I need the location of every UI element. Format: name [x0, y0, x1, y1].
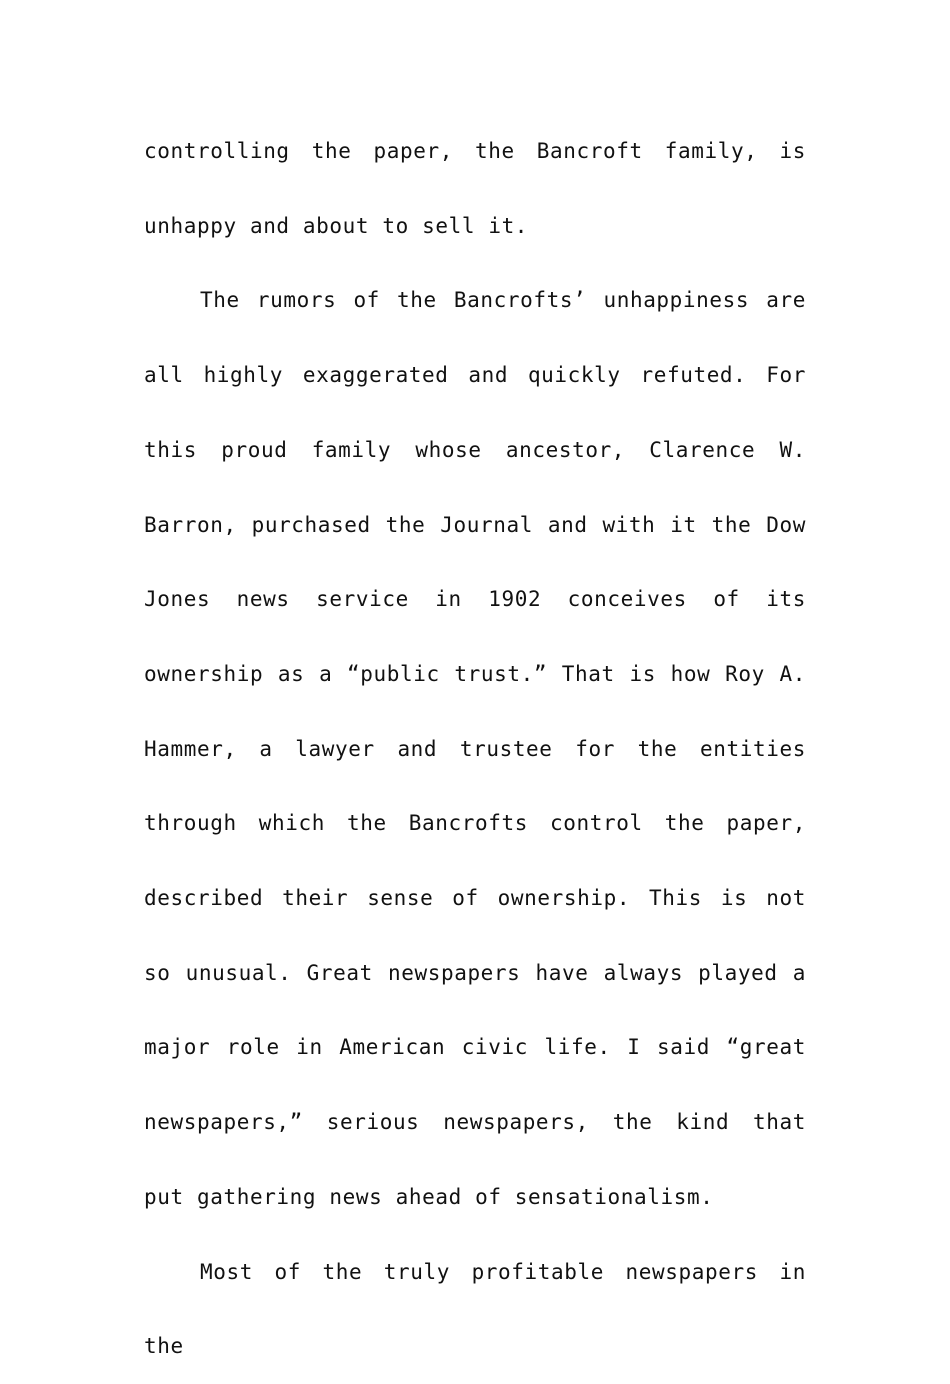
paragraph-bancroft-rumors: The rumors of the Bancrofts’ unhappiness are all highly exaggerated and quickly refuted. For this proud family whose ancestor, Clarence W. Barron, purchased the Journal and with it the Dow Jones news service in 1902 conceives of its ownership as a “public trust.” That is how Roy A. Hammer, a lawyer and trustee for the entities through which the Bancrofts control the paper, described their sense of ownership. This is not so unusual. Great newspapers have always played a major role in American civic life. I said “great newspapers,” serious newspapers, the kind that put gathering news ahead of sensationalism.: [144, 288, 806, 1209]
body-text: [144, 114, 806, 1384]
paragraph-profitable-newspapers: Most of the truly profitable newspapers in the: [144, 1259, 806, 1359]
paragraph-continuation: controlling the paper, the Bancroft family, is unhappy and about to sell it.: [144, 139, 806, 238]
